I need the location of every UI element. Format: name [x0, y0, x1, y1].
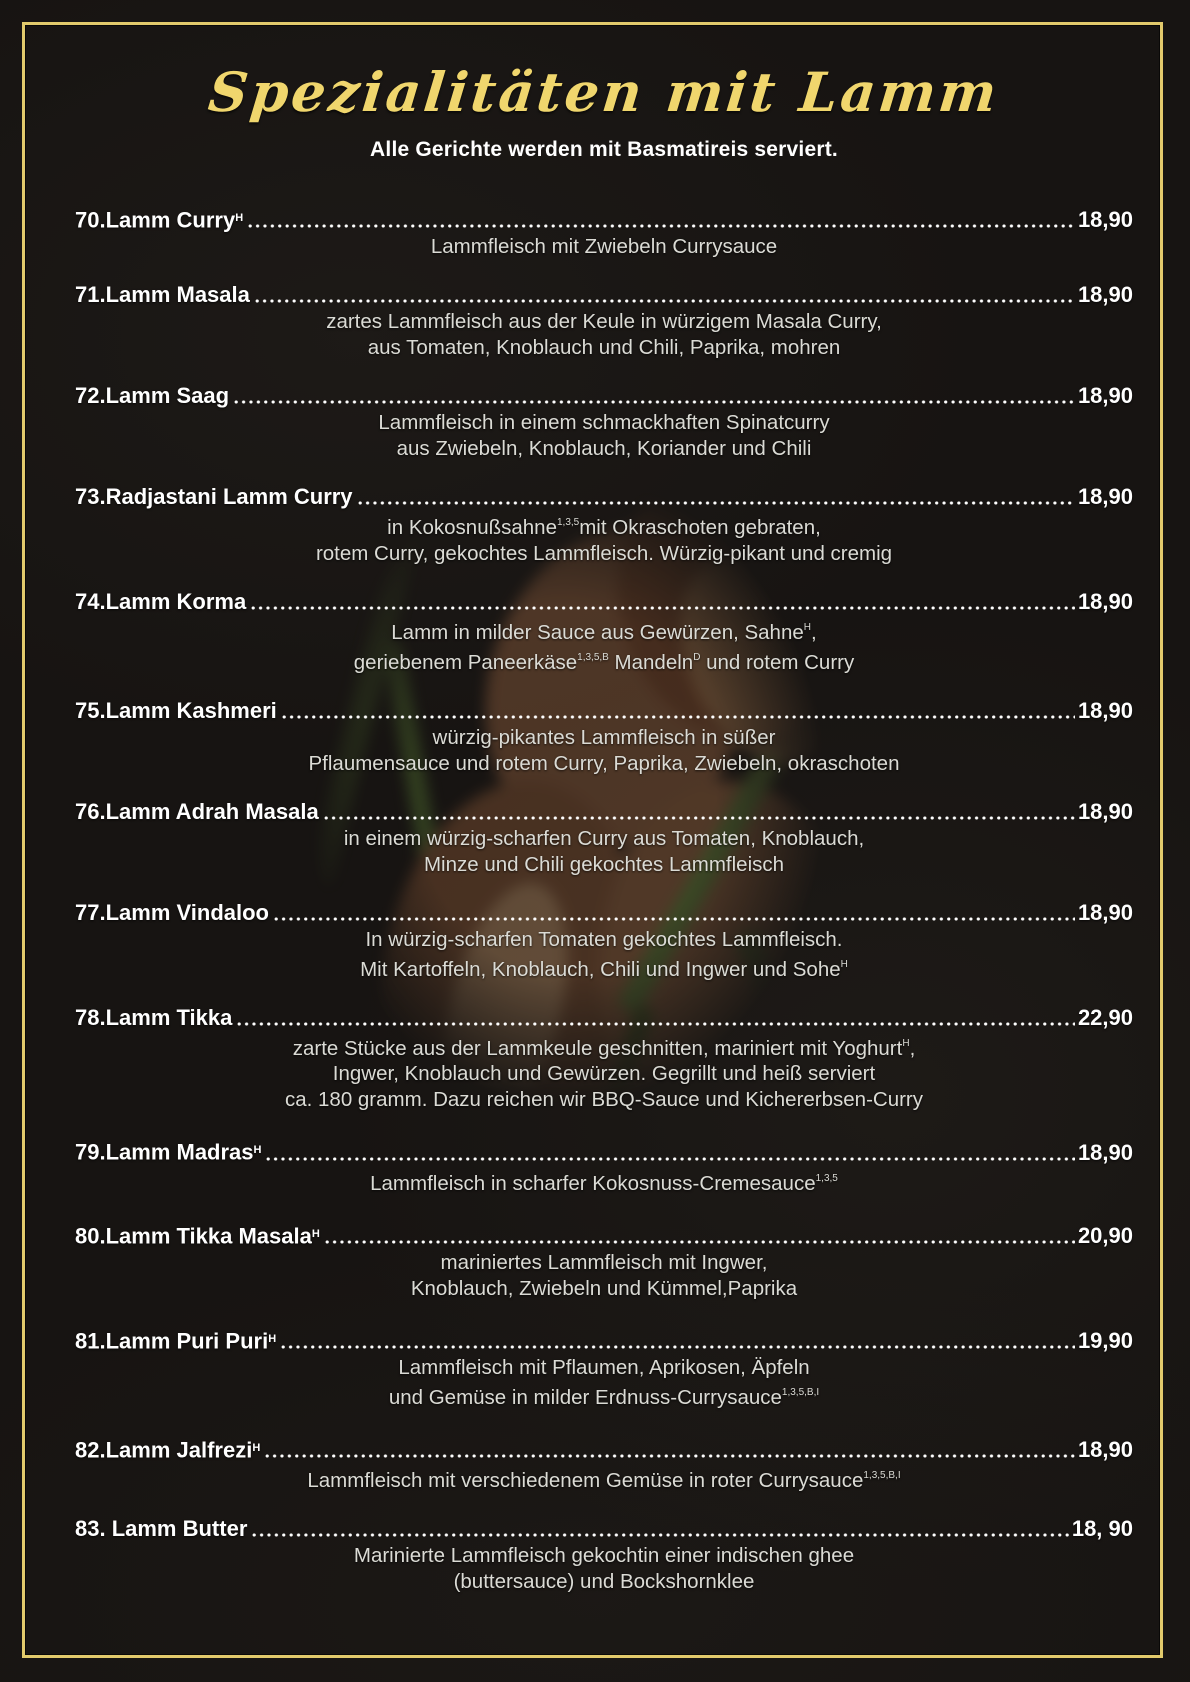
item-description-line: Ingwer, Knoblauch und Gewürzen. Gegrillt und heiß serviert: [332, 1062, 876, 1086]
dot-leader: [325, 1239, 1075, 1245]
item-title-line: [75, 202, 1133, 234]
item-title-line: [75, 281, 1133, 309]
item-description: [75, 410, 1133, 462]
item-name: 83. Lamm Butter: [75, 1516, 248, 1542]
dot-leader: [266, 1156, 1074, 1162]
page-title: Spezialitäten mit Lamm: [205, 60, 1003, 124]
item-description-line: in einem würzig-scharfen Curry aus Tomaten, Knoblauch,: [343, 826, 865, 850]
item-description: [75, 1250, 1133, 1302]
item-name: 71.Lamm Masala: [75, 282, 250, 308]
item-name: 73.Radjastani Lamm Curry: [75, 484, 353, 510]
item-description-line: Lammfleisch mit Pflaumen, Aprikosen, Äpfeln: [398, 1356, 810, 1380]
item-description-line: Pflaumensauce und rotem Curry, Paprika, Zwiebeln, okraschoten: [308, 751, 900, 775]
item-description-line: aus Zwiebeln, Knoblauch, Koriander und Chili: [396, 437, 812, 461]
item-description: [75, 1032, 1133, 1114]
item-description-line: Lammfleisch mit verschiedenem Gemüse in roter Currysauce$^{1,3,5,B,I}$: [307, 1469, 901, 1493]
item-name: 70.Lamm Curry$^H$: [75, 207, 244, 233]
item-description-line: geriebenem Paneerkäse$^{1,3,5,B}$ Mandeln$^D$ und rotem Curry: [353, 650, 855, 674]
item-price: 18,90: [1077, 484, 1133, 510]
item-description: [75, 1543, 1133, 1595]
item-price: 18,90: [1077, 383, 1133, 409]
menu-item: [75, 1432, 1133, 1494]
dot-leader: [237, 1021, 1075, 1027]
item-name: 72.Lamm Saag: [75, 383, 230, 409]
item-description: [75, 1464, 1133, 1494]
page-subtitle: Alle Gerichte werden mit Basmatireis serviert.: [370, 138, 838, 161]
menu-item: [75, 281, 1133, 361]
dot-leader: [358, 500, 1075, 506]
item-description-line: Lammfleisch in scharfer Kokosnuss-Cremesauce$^{1,3,5}$: [370, 1171, 838, 1195]
dot-leader: [265, 1453, 1075, 1459]
item-title-line: [75, 1515, 1133, 1543]
item-price: 19,90: [1077, 1328, 1133, 1354]
item-price: 18,90: [1077, 798, 1133, 824]
item-description-line: zartes Lammfleisch aus der Keule in würzigem Masala Curry,: [326, 310, 882, 334]
item-name: 81.Lamm Puri Puri$^H$: [75, 1328, 277, 1354]
item-description-line: in Kokosnußsahne$^{1,3,5}$mit Okraschoten gebraten,: [387, 516, 821, 540]
item-price: 18, 90: [1071, 1516, 1133, 1542]
item-title-line: [75, 798, 1133, 826]
menu-item: [75, 202, 1133, 260]
item-description-line: Knoblauch, Zwiebeln und Kümmel,Paprika: [410, 1276, 798, 1300]
item-name: 74.Lamm Korma: [75, 589, 247, 615]
item-name: 78.Lamm Tikka: [75, 1004, 233, 1030]
dot-leader: [234, 399, 1075, 405]
item-description: [75, 234, 1133, 260]
menu-list: [75, 202, 1133, 1595]
item-price: 18,90: [1077, 282, 1133, 308]
item-description-line: Marinierte Lammfleisch gekochtin einer indischen ghee: [353, 1544, 855, 1568]
menu-item: [75, 899, 1133, 983]
item-price: 20,90: [1077, 1222, 1133, 1248]
item-description: [75, 511, 1133, 567]
dot-leader: [324, 815, 1075, 821]
dot-leader: [252, 1532, 1068, 1538]
item-name: 75.Lamm Kashmeri: [75, 697, 277, 723]
dot-leader: [274, 916, 1075, 922]
item-price: 18,90: [1077, 589, 1133, 615]
item-price: 18,90: [1077, 899, 1133, 925]
item-description-line: Lammfleisch in einem schmackhaften Spinatcurry: [378, 411, 830, 435]
dot-leader: [255, 298, 1075, 304]
item-description-line: aus Tomaten, Knoblauch und Chili, Paprika, mohren: [367, 336, 841, 360]
item-description: [75, 826, 1133, 878]
dot-leader: [281, 1344, 1075, 1350]
item-description-line: (buttersauce) und Bockshornklee: [453, 1570, 755, 1594]
item-description-line: Lammfleisch mit Zwiebeln Currysauce: [430, 235, 778, 259]
item-title-line: [75, 1323, 1133, 1355]
menu-item: [75, 588, 1133, 676]
item-title-line: [75, 483, 1133, 511]
item-name: 76.Lamm Adrah Masala: [75, 798, 319, 824]
item-description-line: Minze und Chili gekochtes Lammfleisch: [423, 852, 785, 876]
item-title-line: [75, 1218, 1133, 1250]
menu-item: [75, 483, 1133, 567]
item-price: 18,90: [1077, 697, 1133, 723]
item-name: 80.Lamm Tikka Masala$^H$: [75, 1222, 320, 1248]
item-title-line: [75, 899, 1133, 927]
item-description: [75, 616, 1133, 676]
item-price: 18,90: [1077, 1139, 1133, 1165]
item-description-line: zarte Stücke aus der Lammkeule geschnitten, mariniert mit Yoghurt$^H$,: [292, 1036, 916, 1060]
item-name: 79.Lamm Madras$^H$: [75, 1139, 262, 1165]
item-description-line: ca. 180 gramm. Dazu reichen wir BBQ-Sauce und Kichererbsen-Curry: [284, 1088, 924, 1112]
item-price: 18,90: [1077, 1437, 1133, 1463]
item-description: [75, 927, 1133, 983]
item-title-line: [75, 1134, 1133, 1166]
item-description-line: und Gemüse in milder Erdnuss-Currysauce$^{1,3,5,B,I}$: [388, 1386, 820, 1410]
menu-item: [75, 798, 1133, 878]
item-title-line: [75, 588, 1133, 616]
item-description: [75, 309, 1133, 361]
item-title-line: [75, 1004, 1133, 1032]
item-description: [75, 1355, 1133, 1411]
dot-leader: [282, 714, 1075, 720]
item-name: 77.Lamm Vindaloo: [75, 899, 269, 925]
dot-leader: [248, 223, 1075, 229]
menu-item: [75, 1323, 1133, 1411]
item-description-line: In würzig-scharfen Tomaten gekochtes Lammfleisch.: [365, 927, 843, 951]
item-description: [75, 1167, 1133, 1197]
item-description-line: rotem Curry, gekochtes Lammfleisch. Würzig-pikant und cremig: [315, 542, 893, 566]
item-price: 18,90: [1077, 207, 1133, 233]
item-description-line: Mit Kartoffeln, Knoblauch, Chili und Ingwer und Sohe$^H$: [360, 957, 848, 981]
dot-leader: [251, 605, 1075, 611]
menu-item: [75, 1004, 1133, 1114]
item-description: [75, 725, 1133, 777]
item-description-line: würzig-pikantes Lammfleisch in süßer: [432, 725, 776, 749]
item-price: 22,90: [1077, 1004, 1133, 1030]
item-description-line: mariniertes Lammfleisch mit Ingwer,: [440, 1250, 768, 1274]
item-title-line: [75, 697, 1133, 725]
item-title-line: [75, 382, 1133, 410]
menu-item: [75, 1134, 1133, 1196]
menu-item: [75, 1218, 1133, 1302]
item-title-line: [75, 1432, 1133, 1464]
menu-item: [75, 1515, 1133, 1595]
menu-item: [75, 697, 1133, 777]
item-name: 82.Lamm Jalfrezi$^H$: [75, 1437, 261, 1463]
item-description-line: Lamm in milder Sauce aus Gewürzen, Sahne$^H$,: [391, 620, 817, 644]
menu-item: [75, 382, 1133, 462]
